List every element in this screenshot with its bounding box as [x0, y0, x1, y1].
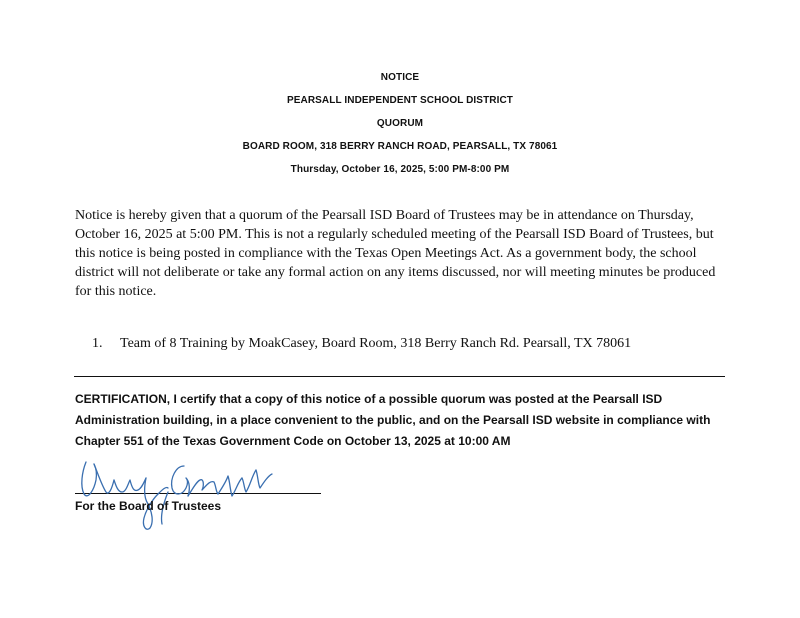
district-name: PEARSALL INDEPENDENT SCHOOL DISTRICT: [286, 95, 514, 106]
handwritten-signature: [72, 452, 282, 532]
section-divider: [74, 376, 725, 377]
notice-subject: QUORUM: [376, 118, 424, 129]
notice-paragraph: Notice is hereby given that a quorum of the Pearsall ISD Board of Trustees may be in attendance on Thursday, October 16, 2025 at 5:00 PM. This is not a regularly scheduled meeting of the Pearsall ISD Board of Trustees, but this notice is being posted in compliance with the Texas Open Meetings Act. As a government body, the school district will not deliberate or take any formal action on any items discussed, nor will meeting minutes be produced for this notice.: [75, 208, 716, 299]
agenda-item-text: Team of 8 Training by MoakCasey, Board Room, 318 Berry Ranch Rd. Pearsall, TX 78061: [120, 336, 632, 351]
certification-statement: CERTIFICATION, I certify that a copy of this notice of a possible quorum was posted at the Pearsall ISD Administration building, in a place convenient to the public, and on the Pearsall ISD website in compliance with Chapter 551 of the Texas Government Code on October 13, 2025 at 10:00 AM: [75, 392, 711, 448]
notice-title: NOTICE: [380, 72, 420, 83]
signer-label: For the Board of Trustees: [75, 499, 222, 513]
agenda-item-number: 1.: [92, 336, 103, 351]
meeting-datetime: Thursday, October 16, 2025, 5:00 PM-8:00 PM: [290, 164, 510, 175]
meeting-location: BOARD ROOM, 318 BERRY RANCH ROAD, PEARSALL, TX 78061: [242, 141, 558, 152]
agenda-item: [92, 336, 631, 352]
